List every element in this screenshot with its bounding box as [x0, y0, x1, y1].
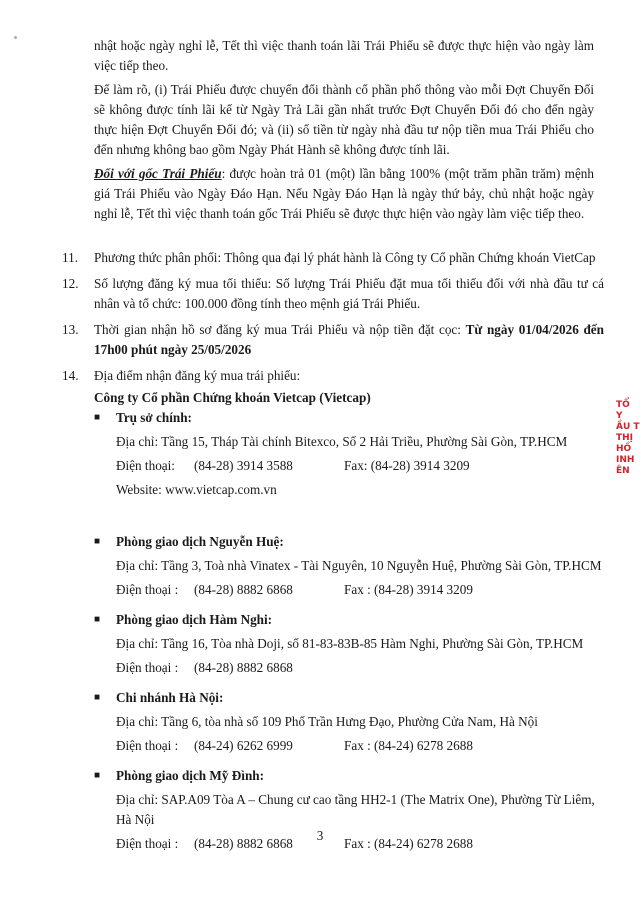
stamp-line: ẦU T — [616, 422, 640, 432]
branch-website: Website: www.vietcap.com.vn — [116, 482, 277, 497]
branch-address: Địa chỉ: Tầng 16, Tòa nhà Doji, số 81-83-83B-85 Hàm Nghi, Phường Sài Gòn, TP.HCM — [116, 636, 584, 651]
phone-label: Điện thoại : — [116, 582, 179, 597]
interest-paragraphs — [94, 36, 594, 228]
fax-number: Fax: (84-28) 3914 3209 — [344, 458, 470, 473]
phone-number: (84-28) 8882 6868 — [194, 836, 293, 851]
item-11-text: Phương thức phân phối: Thông qua đại lý phát hành là Công ty Cổ phần Chứng khoán VietCap — [94, 250, 596, 265]
item-13-number: 13. — [62, 322, 79, 337]
item-14-text: Địa điểm nhận đăng ký mua trái phiếu: — [94, 368, 301, 383]
bullet-icon: ■ — [94, 536, 101, 547]
phone-number: (84-28) 8882 6868 — [194, 582, 293, 597]
company-name: Công ty Cổ phần Chứng khoán Vietcap (Vietcap) — [94, 390, 371, 405]
branch-heading — [94, 532, 614, 552]
branch-heading — [94, 766, 614, 786]
branch-heading — [94, 610, 614, 630]
branch-name: Phòng giao dịch Mỹ Đình: — [116, 768, 265, 783]
item-12-text: Số lượng đăng ký mua tối thiểu: Số lượng Trái Phiếu đặt mua tối thiểu đối với nhà đầu tư cá nhân và tổ chức: 100.000 đồng tính theo mệnh giá Trái Phiếu. — [94, 276, 604, 311]
principal-paragraph — [94, 164, 594, 224]
branch-address: Địa chỉ: Tầng 3, Toà nhà Vinatex - Tài Nguyên, 10 Nguyễn Huệ, Phường Sài Gòn, TP.HCM — [116, 558, 602, 573]
stamp-line: INH — [616, 455, 635, 465]
intro-paragraph-1: nhật hoặc ngày nghỉ lễ, Tết thì việc thanh toán lãi Trái Phiếu sẽ được thực hiện vào ngày làm việc tiếp theo. — [94, 38, 594, 73]
item-11-number: 11. — [62, 250, 78, 265]
branch-ham-nghi — [94, 610, 614, 678]
branch-heading — [94, 408, 614, 428]
stamp-line: Y — [616, 411, 623, 421]
intro-paragraph-2: Để làm rõ, (i) Trái Phiếu được chuyển đổi thành cổ phần phổ thông vào mỗi Đợt Chuyển Đổi sẽ không được tính lãi kể từ Ngày Trả Lãi gần nhất trước Đợt Chuyển Đổi đó cho đến ngày thực hiện Đợt Chuyển Đổi đó; và (ii) số tiền từ ngày nhà đầu tư nộp tiền mua Trái Phiếu cho đến nhưng không bao gồm Ngày Phát Hành sẽ không được tính lãi. — [94, 82, 594, 157]
bullet-icon: ■ — [94, 412, 101, 423]
item-14-number: 14. — [62, 368, 79, 383]
phone-number: (84-28) 8882 6868 — [194, 660, 293, 675]
branch-name: Chi nhánh Hà Nội: — [116, 690, 224, 705]
branch-address: Địa chỉ: SAP.A09 Tòa A – Chung cư cao tầng HH2-1 (The Matrix One), Phường Từ Liêm, Hà Nội — [116, 792, 595, 827]
stamp-line: ÊN — [616, 466, 630, 476]
stamp-line: HỒ — [616, 444, 632, 454]
stamp-line: TỔ — [616, 400, 630, 410]
fax-number: Fax : (84-24) 6278 2688 — [344, 836, 473, 851]
branch-name: Trụ sở chính: — [116, 410, 192, 425]
page-number: 3 — [316, 828, 324, 843]
fax-number: Fax : (84-24) 6278 2688 — [344, 738, 473, 753]
red-stamp-seal — [616, 400, 640, 520]
branch-contact-row — [94, 580, 614, 600]
item-13-text: Thời gian nhận hồ sơ đăng ký mua Trái Phiếu và nộp tiền đặt cọc: — [94, 322, 466, 337]
branch-head-office — [94, 408, 614, 500]
branch-name: Phòng giao dịch Hàm Nghi: — [116, 612, 273, 627]
branch-address: Địa chỉ: Tầng 6, tòa nhà số 109 Phố Trần Hưng Đạo, Phường Cửa Nam, Hà Nội — [116, 714, 538, 729]
branch-contact-row — [94, 736, 614, 756]
branch-heading — [94, 688, 614, 708]
branch-name: Phòng giao dịch Nguyễn Huệ: — [116, 534, 284, 549]
item-12-number: 12. — [62, 276, 79, 291]
branch-nguyen-hue — [94, 532, 614, 600]
item-13 — [94, 320, 604, 360]
principal-label: Đối với gốc Trái Phiếu — [94, 166, 222, 181]
phone-number: (84-28) 3914 3588 — [194, 458, 293, 473]
branch-address: Địa chỉ: Tầng 15, Tháp Tài chính Bitexco, Số 2 Hải Triều, Phường Sài Gòn, TP.HCM — [116, 434, 568, 449]
branch-contact-row — [94, 456, 614, 476]
phone-label: Điện thoại : — [116, 836, 179, 851]
fax-number: Fax : (84-28) 3914 3209 — [344, 582, 473, 597]
branch-contact-row — [94, 658, 614, 678]
phone-label: Điện thoại : — [116, 738, 179, 753]
scan-speck — [14, 36, 17, 39]
branch-ha-noi — [94, 688, 614, 756]
principal-text: : được hoàn trả 01 (một) lần bằng 100% (một trăm phần trăm) mệnh giá Trái Phiếu vào Ngày Đáo Hạn. Nếu Ngày Đáo Hạn là ngày thứ bảy, chủ nhật hoặc ngày nghỉ lễ, Tết thì việc thanh toán gốc Trái Phiếu sẽ được thực hiện vào ngày làm việc tiếp theo. — [94, 166, 594, 221]
bullet-icon: ■ — [94, 614, 101, 625]
bullet-icon: ■ — [94, 770, 101, 781]
stamp-line: THỊ — [616, 433, 634, 443]
phone-number: (84-24) 6262 6999 — [194, 738, 293, 753]
phone-label: Điện thoại: — [116, 458, 175, 473]
item-13-deadline: Từ ngày 01/04/2026 đến 17h00 phút ngày 25/05/2026 — [94, 322, 604, 357]
bullet-icon: ■ — [94, 692, 101, 703]
phone-label: Điện thoại : — [116, 660, 179, 675]
